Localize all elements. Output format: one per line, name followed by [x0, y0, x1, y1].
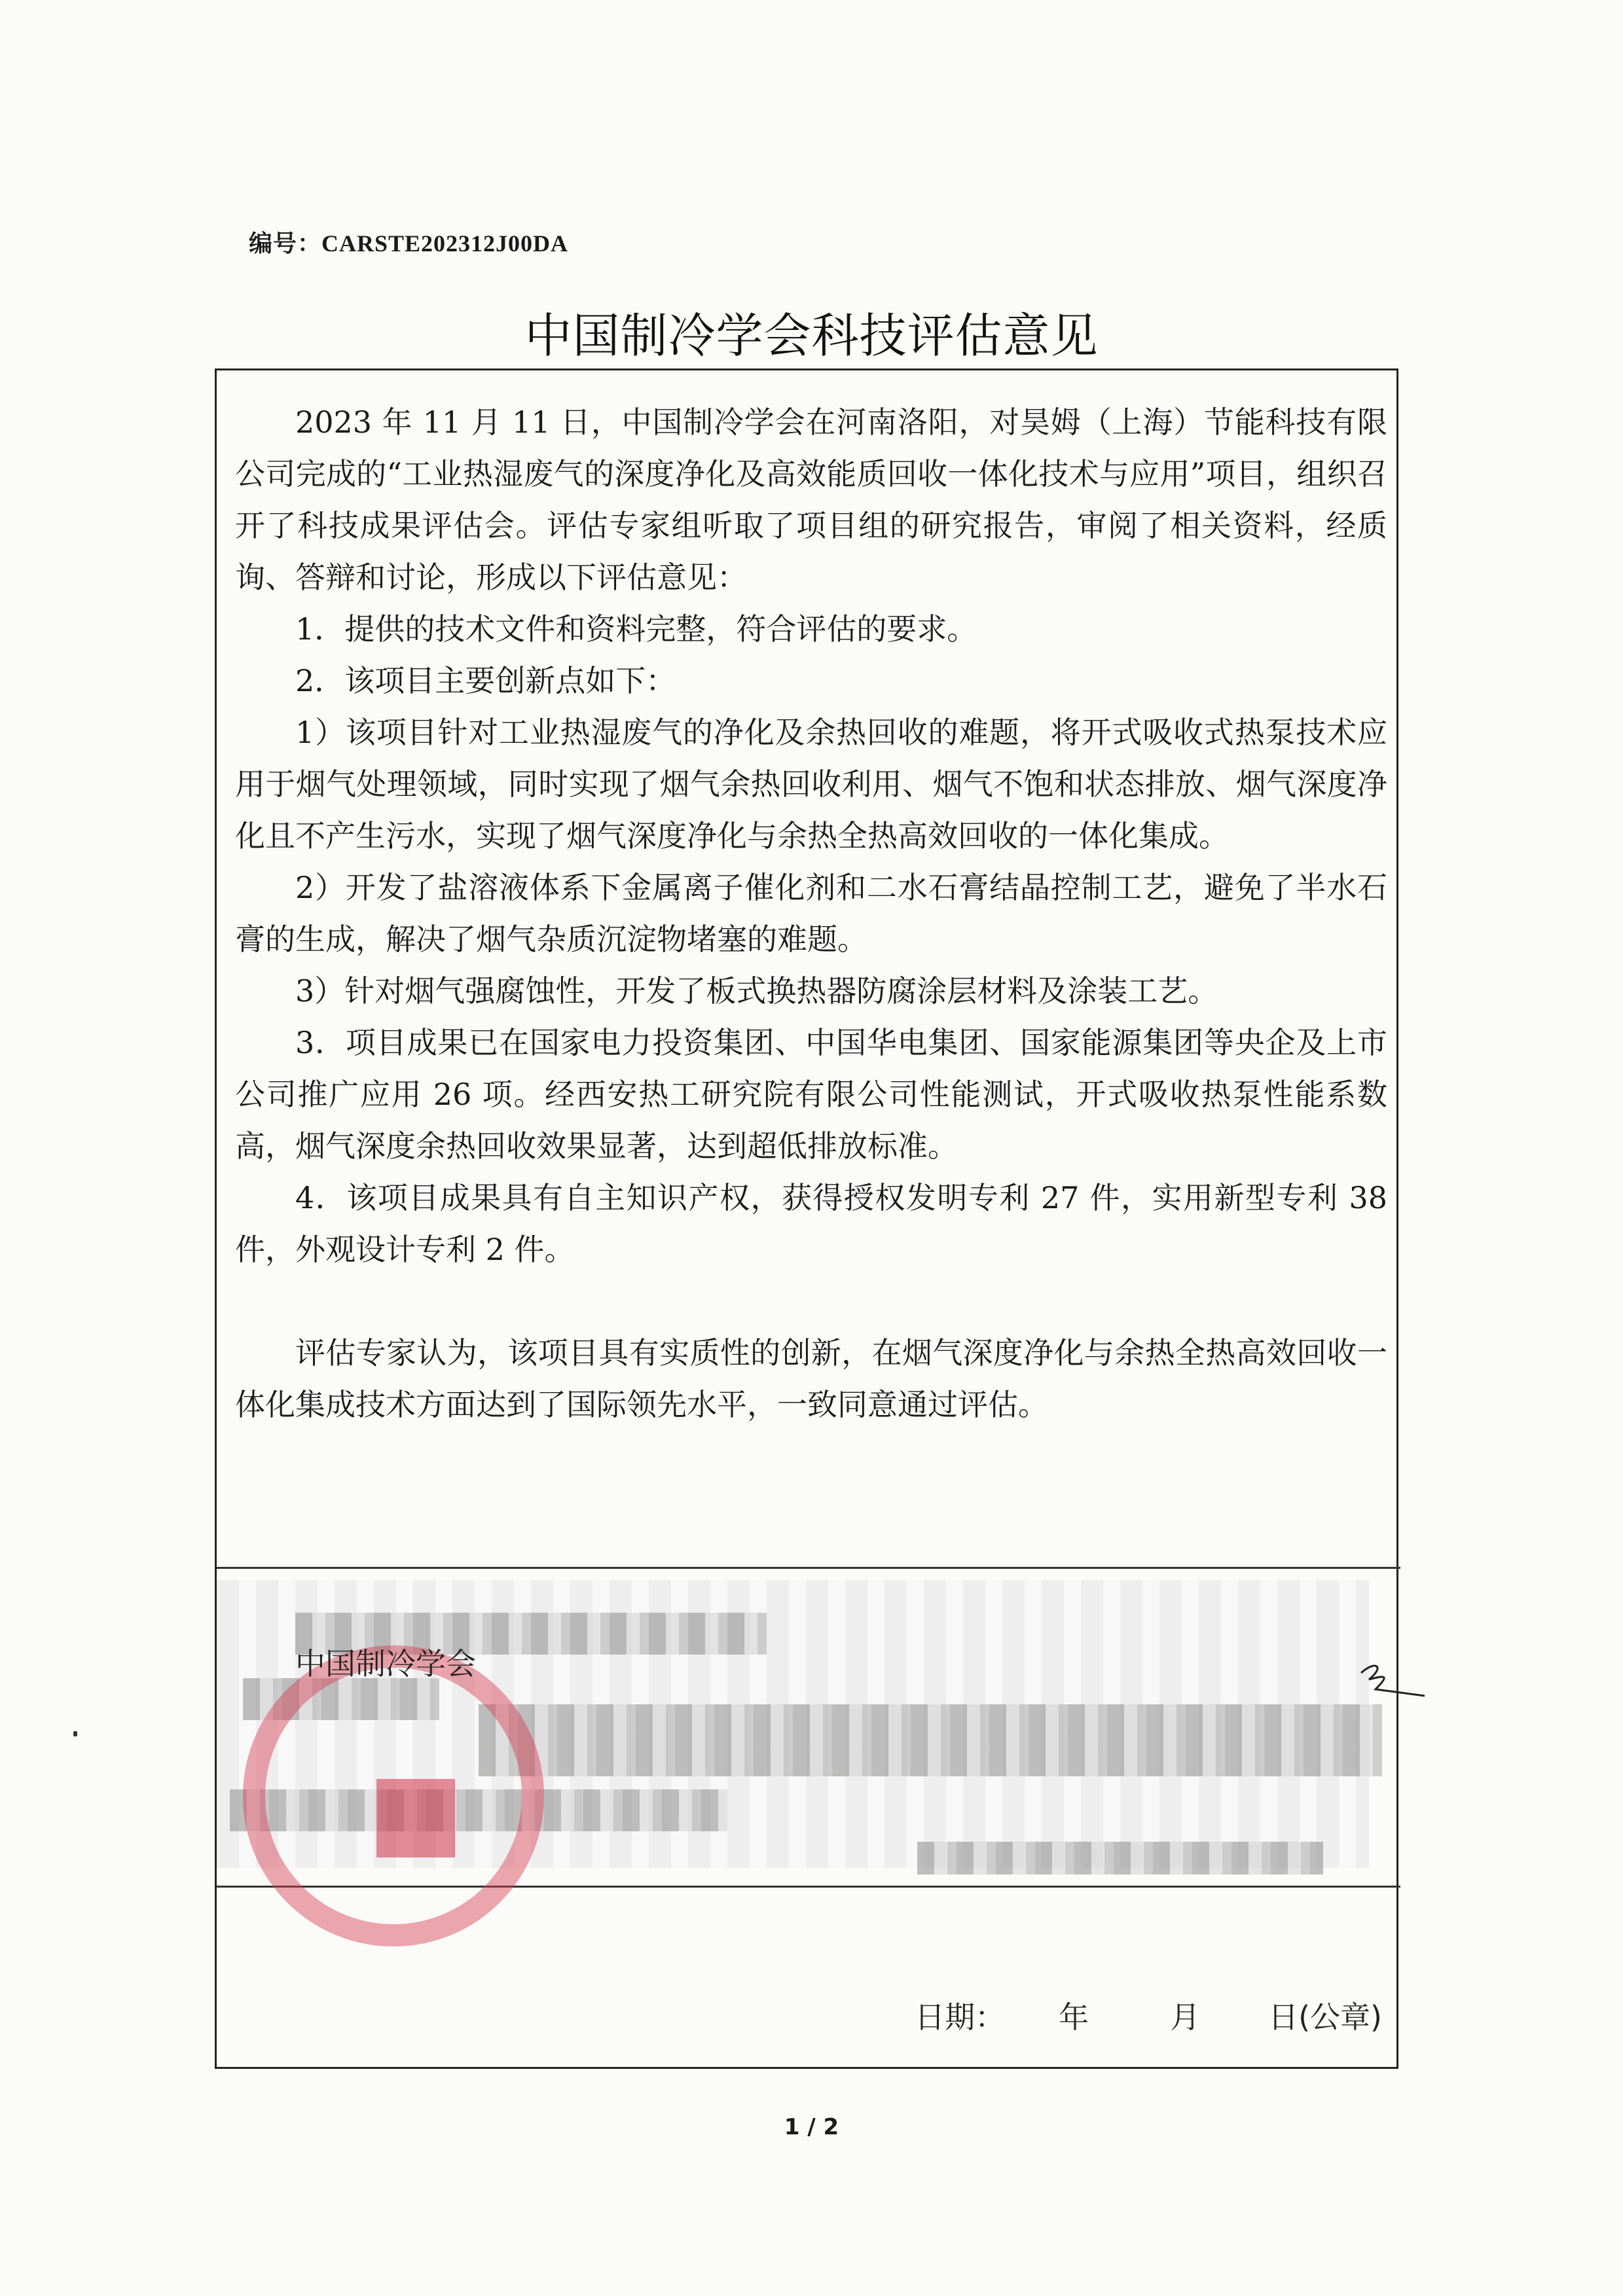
paragraph-conclusion: 评估专家认为，该项目具有实质性的创新，在烟气深度净化与余热全热高效回收一体化集成技术方面达到了国际领先水平，一致同意通过评估。: [235, 1335, 1387, 1422]
paragraph-item-4: 4．该项目成果具有自主知识产权，获得授权发明专利 27 件，实用新型专利 38 件，外观设计专利 2 件。: [235, 1180, 1387, 1267]
paragraph-innovation-3: 3）针对烟气强腐蚀性，开发了板式换热器防腐涂层材料及涂装工艺。: [295, 973, 1218, 1009]
organization-name: 中国制冷学会: [295, 1646, 476, 1681]
scan-speck: [73, 1731, 77, 1736]
date-label: 日期：: [915, 2000, 1006, 2035]
opinion-frame: [215, 368, 1398, 2069]
date-day-seal: 日(公章): [1268, 2000, 1382, 2035]
redaction-row: [917, 1842, 1323, 1874]
document-number-label: 编号：: [249, 230, 322, 257]
seal-star: [376, 1779, 455, 1857]
signature-top-divider: [217, 1567, 1400, 1569]
paragraph-intro: 2023 年 11 月 11 日，中国制冷学会在河南洛阳，对昊姆（上海）节能科技有限公司完成的“工业热湿废气的深度净化及高效能质回收一体化技术与应用”项目，组织召开了科技成果评估会。评估专家组听取了项目组的研究报告，审阅了相关资料，经质询、答辩和讨论，形成以下评估意见：: [235, 404, 1387, 595]
redaction-row: [479, 1704, 1382, 1776]
paragraph-item-3: 3．项目成果已在国家电力投资集团、中国华电集团、国家能源集团等央企及上市公司推广应用 26 项。经西安热工研究院有限公司性能测试，开式吸收热泵性能系数高，烟气深度余热回收效果显著，达到超低排放标准。: [235, 1025, 1387, 1164]
page-number: 1 / 2: [784, 2114, 839, 2140]
date-line: [915, 1994, 1382, 2037]
document-number-value: CARSTE202312J00DA: [321, 230, 569, 257]
official-seal: [243, 1645, 544, 1946]
paragraph-item-1: 1．提供的技术文件和资料完整，符合评估的要求。: [295, 611, 977, 647]
page-title: 中国制冷学会科技评估意见: [524, 308, 1099, 363]
paragraph-innovation-1: 1）该项目针对工业热湿废气的净化及余热回收的难题，将开式吸收式热泵技术应用于烟气处理领域，同时实现了烟气余热回收利用、烟气不饱和状态排放、烟气深度净化且不产生污水，实现了烟气深度净化与余热全热高效回收的一体化集成。: [235, 715, 1387, 853]
handwritten-signature: [1356, 1653, 1428, 1706]
document-number: [249, 225, 568, 259]
opinion-body: [235, 397, 1387, 1431]
date-year: 年: [1059, 2000, 1089, 2035]
date-month: 月: [1170, 2000, 1201, 2035]
paragraph-item-2: 2．该项目主要创新点如下：: [295, 663, 676, 698]
paragraph-innovation-2: 2）开发了盐溶液体系下金属离子催化剂和二水石膏结晶控制工艺，避免了半水石膏的生成，解决了烟气杂质沉淀物堵塞的难题。: [235, 870, 1387, 957]
redacted-signature-area: [217, 1567, 1400, 1888]
